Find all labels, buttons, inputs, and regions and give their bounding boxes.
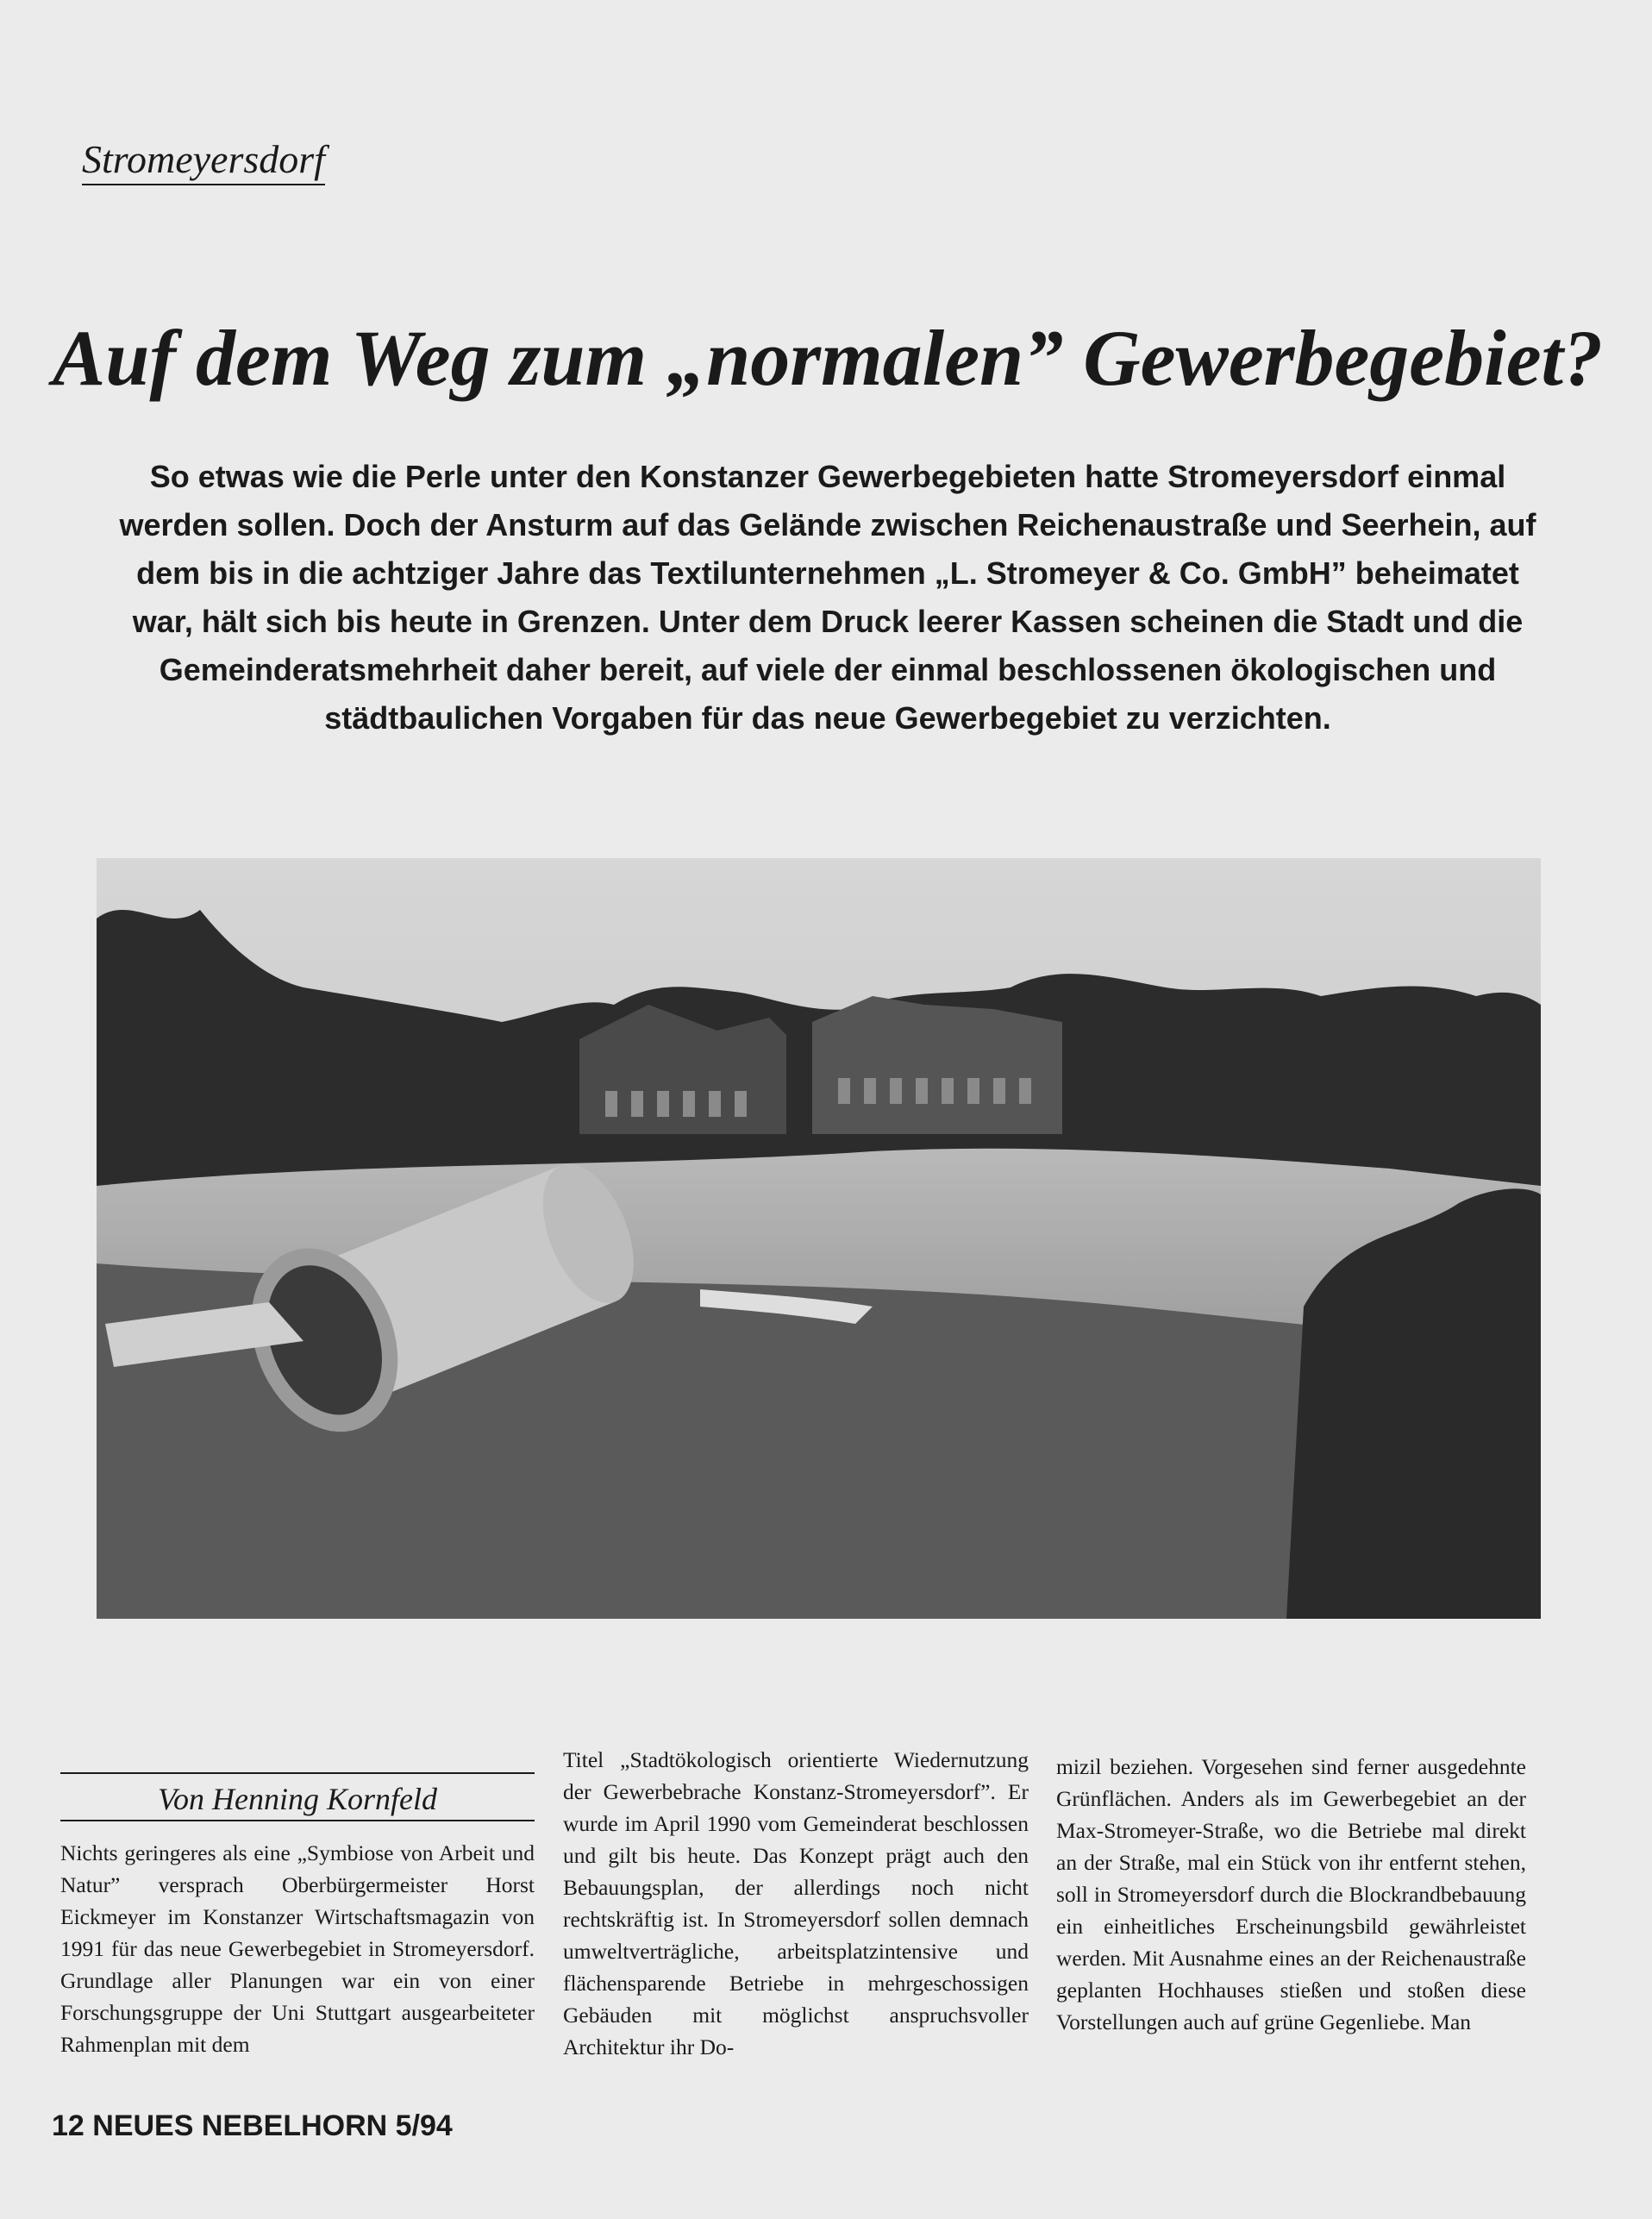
body-column-2: Titel „Stadtökologisch orientierte Wiedernutzung der Gewerbebrache Konstanz-Stromeyersdorf”. Er wurde im April 1990 vom Gemeinderat beschlossen und gilt bis heute. Das Konzept prägt auch den Bebauungsplan, der allerdings noch nicht rechtskräftig ist. In Stromeyersdorf sollen demnach umweltverträgliche, arbeitsplatzintensive und flächensparende Betriebe in mehrgeschossigen Gebäuden mit möglichst anspruchsvoller Architektur ihr Do- — [563, 1747, 1029, 2059]
section-label: Stromeyersdorf — [82, 138, 325, 185]
page-footer: 12 NEUES NEBELHORN 5/94 — [52, 2109, 453, 2142]
body-column-1: Nichts geringeres als eine „Symbiose von Arbeit und Natur” versprach Oberbürgermeister Horst Eickmeyer im Konstanzer Wirtschaftsmagazin von 1991 für das neue Gewerbegebiet in Stromeyersdorf. Grundlage aller Planungen war ein von einer Forschungsgruppe der Uni Stuttgart ausgearbeiteter Rahmenplan mit dem — [60, 1840, 535, 2057]
lead-paragraph: So etwas wie die Perle unter den Konstanzer Gewerbegebieten hatte Stromeyersdorf einmal werden sollen. Doch der Ansturm auf das Gelände zwischen Reichenaustraße und Seerhein, auf dem bis in die achtziger Jahre das Textilunternehmen „L. Stromeyer & Co. GmbH” beheimatet war, hält sich bis heute in Grenzen. Unter dem Druck leerer Kassen scheinen die Stadt und die Gemeinderatsmehrheit daher bereit, auf viele der einmal beschlossenen ökologischen und städtbaulichen Vorgaben für das neue Gewerbegebiet zu verzichten. — [119, 459, 1536, 736]
byline: Von Henning Kornfeld — [60, 1778, 535, 1821]
body-column-3: mizil beziehen. Vorgesehen sind ferner ausgedehnte Grünflächen. Anders als im Gewerbegebiet an der Max-Stromeyer-Straße, wo die Betriebe mal direkt an der Straße, mal ein Stück von ihr entfernt stehen, soll in Stromeyersdorf durch die Blockrandbebauung ein einheitliches Erscheinungsbild gewährleistet werden. Mit Ausnahme eines an der Reichenaustraße geplanten Hochhauses stießen und stoßen diese Vorstellungen auch auf grüne Gegenliebe. Man — [1056, 1754, 1526, 2034]
article-photo — [97, 858, 1541, 1619]
headline: Auf dem Weg zum „normalen” Gewerbegebiet? — [52, 314, 1604, 402]
byline-top-rule — [60, 1772, 535, 1774]
photo-illustration — [97, 858, 1541, 1619]
